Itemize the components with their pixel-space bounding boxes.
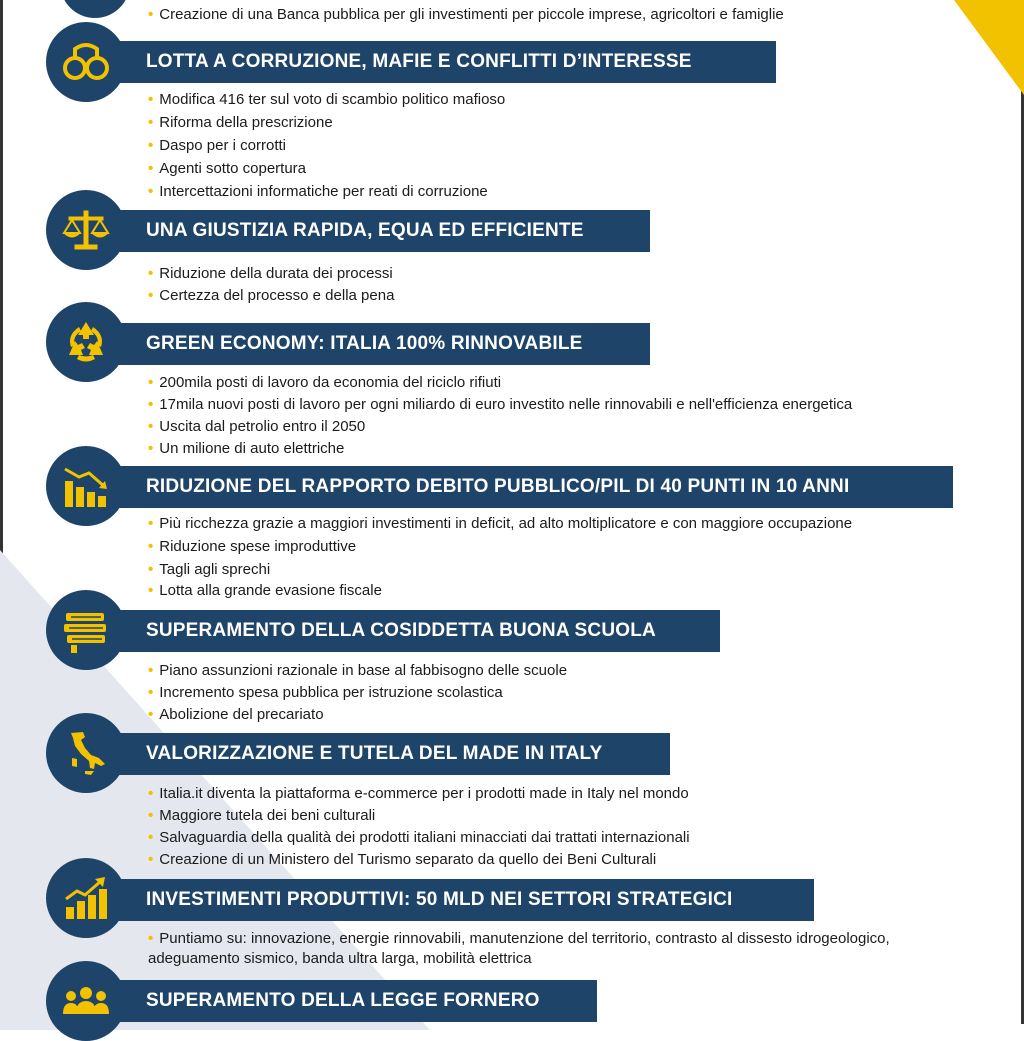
declining-chart-icon: [61, 461, 111, 511]
section-3-bullet-3: • Lotta alla grande evasione fiscale: [148, 581, 382, 601]
section-0-bullet-3: • Agenti sotto copertura: [148, 159, 306, 179]
people-group-icon: [61, 976, 111, 1026]
section-2-bullet-2: • Uscita dal petrolio entro il 2050: [148, 417, 365, 437]
section-3-header: [82, 466, 953, 508]
section-6-title: INVESTIMENTI PRODUTTIVI: 50 MLD NEI SETTORI STRATEGICI: [146, 889, 733, 910]
section-2-bullet-3: • Un milione di auto elettriche: [148, 439, 344, 459]
section-1-bullet-0: • Riduzione della durata dei processi: [148, 264, 393, 284]
section-3-bullet-0: • Più ricchezza grazie a maggiori investimenti in deficit, ad alto moltiplicatore e con maggiore occupazione: [148, 514, 852, 534]
section-5-bullet-1: • Maggiore tutela dei beni culturali: [148, 806, 375, 826]
section-2-bullet-1: • 17mila nuovi posti di lavoro per ogni miliardo di euro investito nelle rinnovabili e nell'efficienza energetica: [148, 395, 852, 415]
section-4-bullet-0: • Piano assunzioni razionale in base al fabbisogno delle scuole: [148, 661, 567, 681]
section-1-title: UNA GIUSTIZIA RAPIDA, EQUA ED EFFICIENTE: [146, 220, 584, 241]
section-1-header: [82, 210, 650, 252]
section-0-bullet-0: • Modifica 416 ter sul voto di scambio politico mafioso: [148, 90, 505, 110]
section-3-icon-circle: [46, 446, 126, 526]
italy-map-icon: [61, 728, 111, 778]
section-5-title: VALORIZZAZIONE E TUTELA DEL MADE IN ITALY: [146, 743, 603, 764]
section-5-bullet-3: • Creazione di un Ministero del Turismo separato da quello dei Beni Culturali: [148, 850, 656, 870]
section-3-bullet-1: • Riduzione spese improduttive: [148, 537, 356, 557]
handcuffs-icon: [61, 37, 111, 87]
section-4-bullet-1: • Incremento spesa pubblica per istruzione scolastica: [148, 683, 503, 703]
section-7-header: [82, 980, 597, 1022]
section-0-icon-circle: [46, 22, 126, 102]
section-2-bullet-0: • 200mila posti di lavoro da economia del riciclo rifiuti: [148, 373, 501, 393]
section-5-bullet-2: • Salvaguardia della qualità dei prodotti italiani minacciati dai trattati internazionali: [148, 828, 690, 848]
section-6-icon-circle: [46, 858, 126, 938]
section-7-icon-circle: [46, 961, 126, 1041]
section-4-bullet-2: • Abolizione del precariato: [148, 705, 324, 725]
section-0-bullet-2: • Daspo per i corrotti: [148, 136, 286, 156]
corner-accent: [954, 0, 1024, 95]
section-2-header: [82, 323, 650, 365]
section-2-title: GREEN ECONOMY: ITALIA 100% RINNOVABILE: [146, 333, 583, 354]
section-7-title: SUPERAMENTO DELLA LEGGE FORNERO: [146, 990, 540, 1011]
section-0-bullet-4: • Intercettazioni informatiche per reati di corruzione: [148, 182, 488, 202]
section-0-title: LOTTA A CORRUZIONE, MAFIE E CONFLITTI D’INTERESSE: [146, 51, 692, 72]
section-0-bullet-1: • Riforma della prescrizione: [148, 113, 333, 133]
section-3-title: RIDUZIONE DEL RAPPORTO DEBITO PUBBLICO/PIL DI 40 PUNTI IN 10 ANNI: [146, 476, 850, 497]
section-6-header: [82, 879, 814, 921]
section-5-bullet-0: • Italia.it diventa la piattaforma e-commerce per i prodotti made in Italy nel mondo: [148, 784, 689, 804]
section-5-icon-circle: [46, 713, 126, 793]
section-4-header: [82, 610, 720, 652]
section-1-bullet-1: • Certezza del processo e della pena: [148, 286, 394, 306]
section-5-header: [82, 733, 670, 775]
section-1-icon-circle: [46, 190, 126, 270]
section-3-bullet-2: • Tagli agli sprechi: [148, 560, 270, 580]
scales-icon: [61, 205, 111, 255]
section-6-bullet-0: • Puntiamo su: innovazione, energie rinnovabili, manutenzione del territorio, contrasto al dissesto idrogeologico, adeguamento sismico, banda ultra larga, mobilità elettrica: [148, 929, 908, 969]
section-4-title: SUPERAMENTO DELLA COSIDDETTA BUONA SCUOLA: [146, 620, 656, 641]
section-2-icon-circle: [46, 302, 126, 382]
section-4-icon-circle: [46, 590, 126, 670]
section-0-header: [82, 41, 776, 83]
top-bullet: • Creazione di una Banca pubblica per gli investimenti per piccole imprese, agricoltori e famiglie: [148, 5, 784, 25]
recycle-icon: [61, 317, 111, 367]
books-icon: [61, 605, 111, 655]
growth-chart-icon: [61, 873, 111, 923]
